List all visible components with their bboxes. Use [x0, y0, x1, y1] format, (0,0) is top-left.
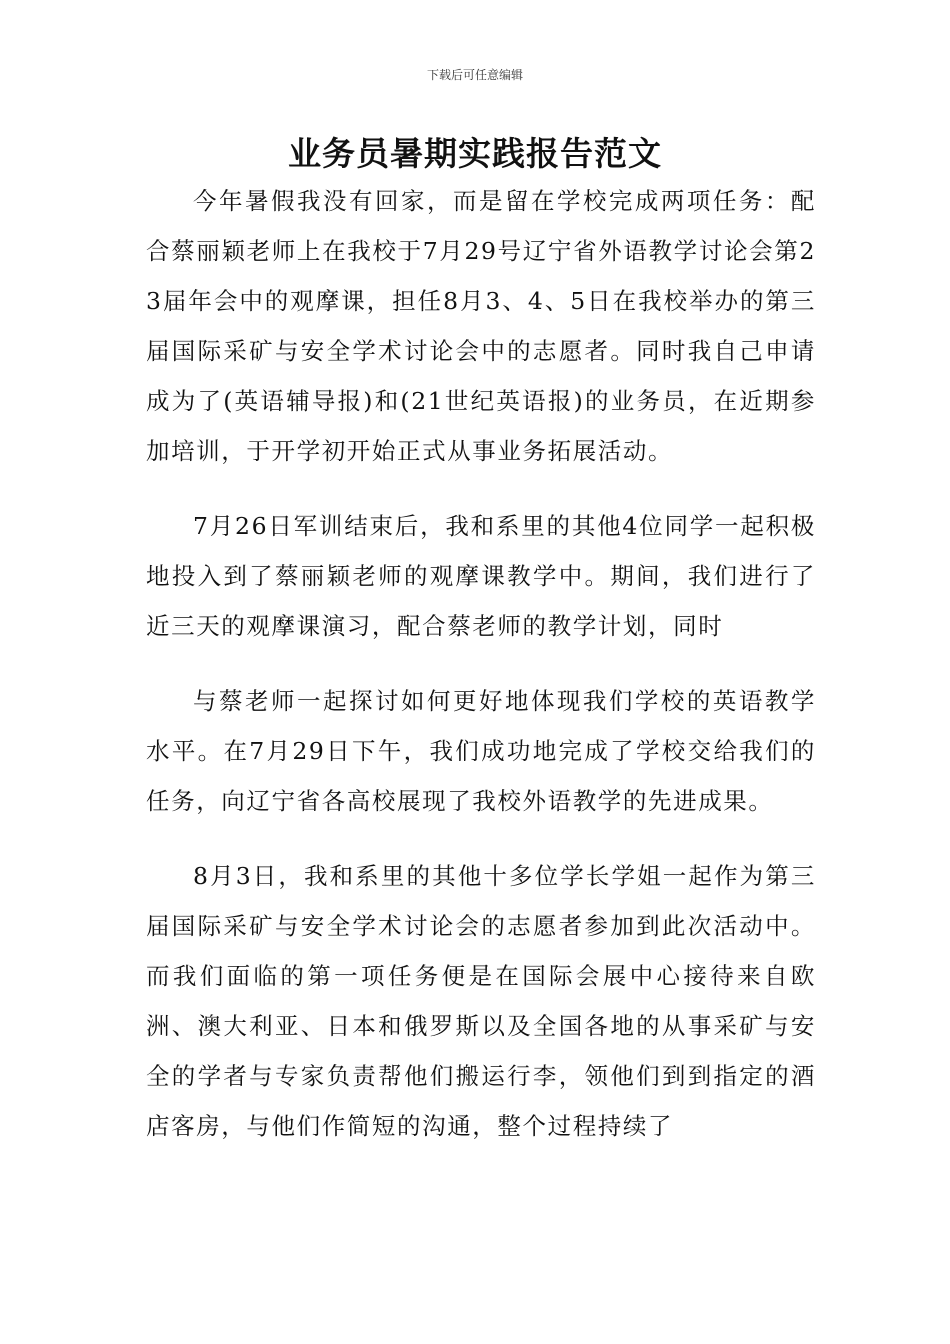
paragraph-4: 8月3日，我和系里的其他十多位学长学姐一起作为第三届国际采矿与安全学术讨论会的志愿者参加到此次活动中。而我们面临的第一项任务便是在国际会展中心接待来自欧洲、澳大利亚、日本和俄罗斯以及全国各地的从事采矿与安全的学者与专家负责帮他们搬运行李，领他们到到指定的酒店客房，与他们作简短的沟通，整个过程持续了 [146, 862, 816, 1140]
paragraph-2: 7月26日军训结束后，我和系里的其他4位同学一起积极地投入到了蔡丽颖老师的观摩课教学中。期间，我们进行了近三天的观摩课演习，配合蔡老师的教学计划，同时 [146, 512, 816, 640]
page-title: 业务员暑期实践报告范文 [288, 134, 662, 173]
paragraph-3: 与蔡老师一起探讨如何更好地体现我们学校的英语教学水平。在7月29日下午，我们成功地完成了学校交给我们的任务，向辽宁省各高校展现了我校外语教学的先进成果。 [146, 687, 816, 815]
paragraph-1: 今年暑假我没有回家，而是留在学校完成两项任务：配合蔡丽颖老师上在我校于7月29号辽宁省外语教学讨论会第23届年会中的观摩课，担任8月3、4、5日在我校举办的第三届国际采矿与安全学术讨论会中的志愿者。同时我自己申请成为了(英语辅导报)和(21世纪英语报)的业务员，在近期参加培训，于开学初开始正式从事业务拓展活动。 [146, 187, 816, 465]
document-body [146, 176, 816, 1151]
header-note: 下载后可任意编辑 [426, 68, 523, 82]
